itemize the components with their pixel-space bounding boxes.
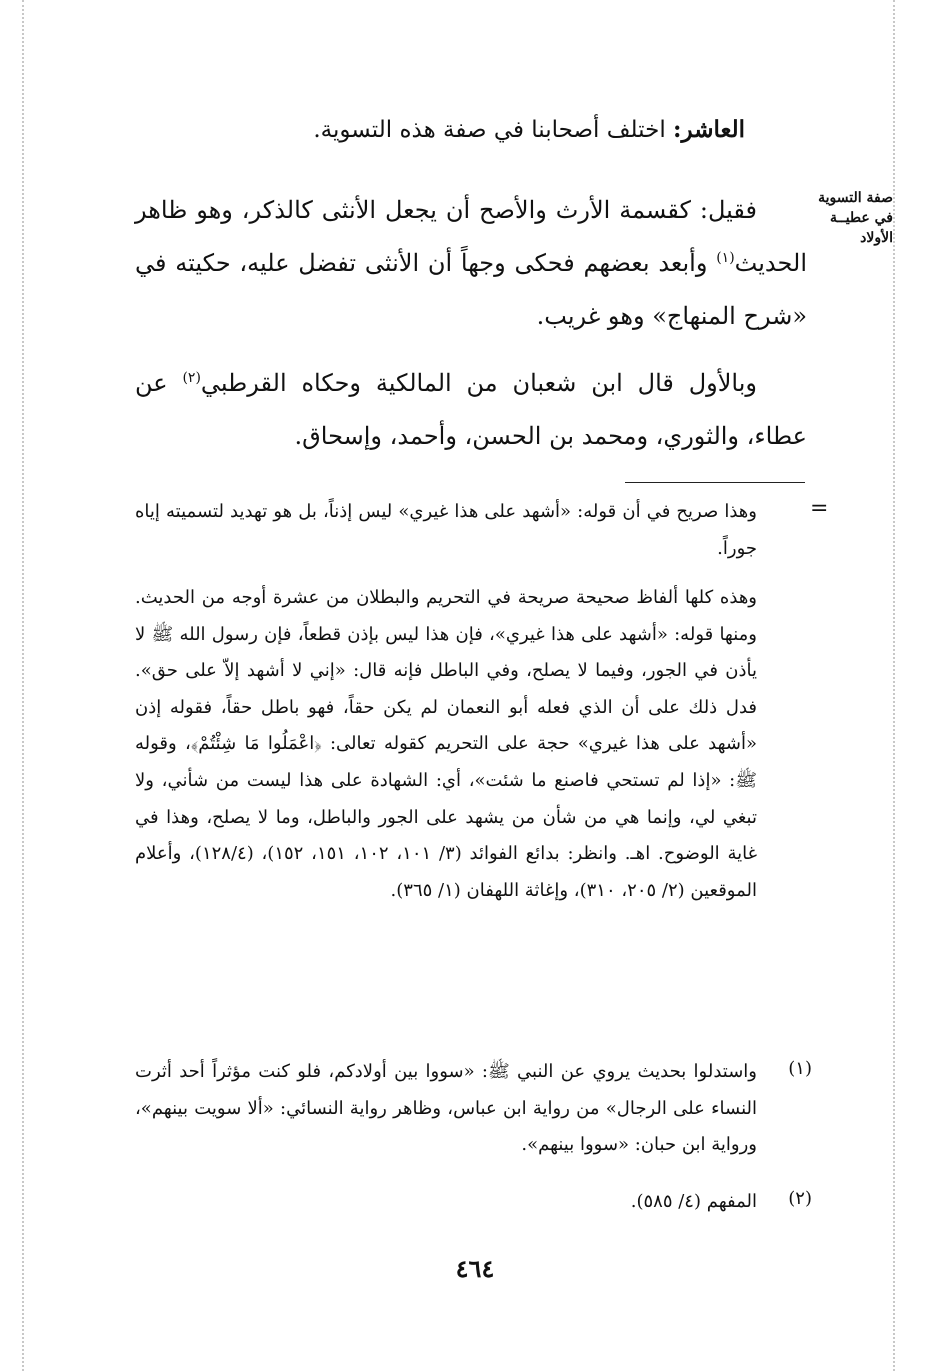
footnote-1-text: واستدلوا بحديث يروي عن النبي ﷺ: «سووا بين أولادكم، فلو كنت مؤثراً أحد أثرت النساء على الرجال» من رواية ابن عباس، وظاهر رواية النسائي: «ألا سويت بينهم»، ورواية ابن حبان: «سووا بينهم». — [135, 1061, 757, 1156]
footnote-separator — [625, 482, 805, 483]
footnote-continuation-mark: = — [810, 496, 829, 521]
paragraph-1-text-a: فقيل: كقسمة الأرث والأصح أن يجعل الأنثى كالذكر، وهو ظاهر الحديث — [135, 196, 807, 277]
paragraph-1 — [135, 184, 807, 343]
paragraph-2 — [135, 357, 807, 463]
section-heading — [160, 110, 745, 150]
footnote-2-number: (٢) — [788, 1188, 812, 1209]
footnote-continuation-1: وهذا صريح في أن قوله: «أشهد على هذا غيري» ليس إذناً، بل هو تهديد لتسميته إياه جوراً. — [135, 501, 757, 559]
footnote-ref-1[interactable]: (١) — [716, 250, 735, 266]
page-number: ٤٦٤ — [455, 1254, 495, 1283]
footnote-ref-2[interactable]: (٢) — [182, 370, 201, 386]
heading-label: العاشر: — [673, 116, 745, 143]
margin-note: صفة التسوية في عطيــة الأولاد — [818, 190, 893, 246]
paragraph-1-text-b: وأبعد بعضهم فحكى وجهاً أن الأنثى تفضل عليه، حكيته في «شرح المنهاج» وهو غريب. — [135, 249, 807, 330]
heading-text: اختلف أصحابنا في صفة هذه التسوية. — [313, 117, 666, 143]
footnote-continuation-2: وهذه كلها ألفاظ صحيحة صريحة في التحريم والبطلان من عشرة أوجه من الحديث. ومنها قوله: «أشهد على هذا غيري»، فإن هذا ليس بإذن قطعاً، فإن رسول الله ﷺ لا يأذن في الجور، وفيما لا يصلح، وفي الباطل فإنه قال: «إني لا أشهد إلاّ على حق». فدل ذلك على أن الذي فعله أبو النعمان لم يكن حقاً، فهو باطل حقاً، فقوله إذن «أشهد على هذا غيري» حجة على التحريم كقوله تعالى: ﴿اعْمَلُوا مَا شِئْتُمْ﴾، وقوله ﷺ: «إذا لم تستحي فاصنع ما شئت»، أي: الشهادة على هذا ليست من شأني، ولا تبغي لي، وإنما هي من شأن من يشهد على الجور والباطل، وما لا يصلح، وهذا في غاية الوضوح. اهـ. وانظر: بدائع الفوائد (٣/ ١٠١، ١٠٢، ١٥١، ١٥٢)، (١٢٨/٤)، وأعلام الموقعين (٢/ ٢٠٥، ٣١٠)، وإغاثة اللهفان (١/ ٣٦٥). — [135, 587, 758, 901]
footnote-1-number: (١) — [788, 1058, 812, 1079]
paragraph-2-text-a: وبالأول قال ابن شعبان من المالكية وحكاه القرطبي — [200, 369, 757, 397]
footnote-2-text: المفهم (٤/ ٥٨٥). — [630, 1191, 757, 1212]
scan-dotted-line-left — [22, 0, 24, 1371]
paragraph-2-text-b: عن عطاء، والثوري، ومحمد بن الحسن، وأحمد، وإسحاق. — [135, 369, 807, 450]
scan-dotted-line-right — [893, 0, 895, 1371]
